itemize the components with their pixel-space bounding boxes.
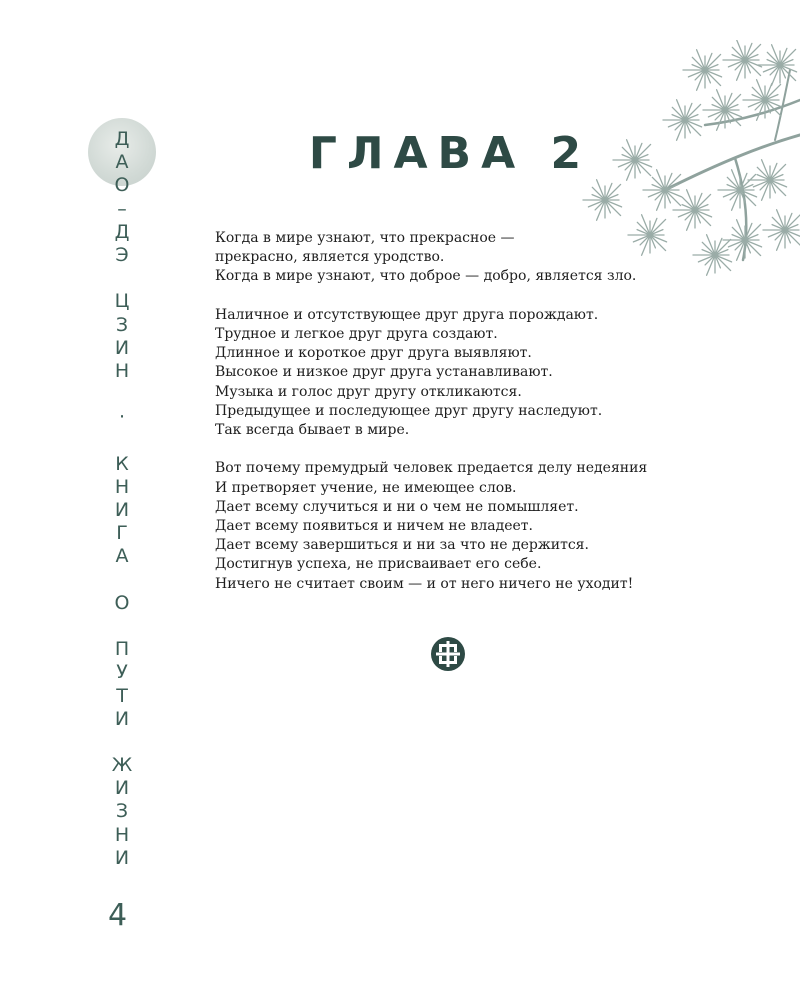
spine-letter: И	[114, 707, 130, 730]
spine-letter: У	[116, 661, 128, 684]
poem-line: И претворяет учение, не имеющее слов.	[215, 479, 517, 496]
spine-letter: А	[115, 151, 129, 174]
spine-letter: П	[114, 638, 130, 661]
spine-letter: И	[114, 846, 130, 869]
poem-line: Дает всему случиться и ни о чем не помышляет.	[215, 498, 579, 515]
chapter-title: ГЛАВА 2	[308, 128, 592, 179]
shou-emblem-icon	[430, 636, 466, 672]
spine-letter: К	[115, 452, 129, 475]
spine-letter: Ц	[114, 290, 130, 313]
poem-line: Длинное и короткое друг друга выявляют.	[215, 345, 532, 362]
poem-line: Дает всему появиться и ничем не владеет.	[215, 518, 533, 535]
spine-letter: Н	[114, 359, 130, 382]
poem-line: Высокое и низкое друг друга устанавливают.	[215, 364, 553, 381]
poem-stanza	[215, 306, 735, 440]
spine-letter: Д	[114, 128, 130, 150]
poem-line: Трудное и легкое друг друга создают.	[215, 326, 498, 342]
spine-letter: И	[114, 499, 130, 521]
spine-letter: Н	[114, 475, 130, 498]
poem-line: Достигнув успеха, не присваивает его себе.	[215, 556, 542, 573]
spine-letter: И	[114, 336, 130, 359]
poem-line: Ничего не считает своим — и от него ничего не уходит!	[215, 575, 634, 592]
spine-letter: З	[115, 313, 129, 336]
spine-letter: –	[117, 197, 127, 220]
page-number: 4	[108, 898, 128, 933]
poem-text	[215, 229, 735, 613]
poem-line: Наличное и отсутствующее друг друга порождают.	[215, 306, 599, 323]
spine-letter: О	[114, 591, 130, 614]
spine-letter: Э	[115, 243, 129, 266]
spine-letter: О	[114, 174, 130, 197]
poem-line: Вот почему премудрый человек предается делу недеяния	[215, 460, 648, 477]
spine-letter: Н	[114, 823, 130, 846]
poem-line: Дает всему завершиться и ни за что не держится.	[215, 537, 589, 554]
poem-line: Предыдущее и последующее друг другу наследуют.	[215, 402, 603, 419]
spine-letter: З	[115, 800, 129, 823]
spine-book-title	[102, 128, 142, 870]
spine-letter: И	[114, 777, 130, 800]
poem-line: Когда в мире узнают, что доброе — добро, является зло.	[215, 268, 637, 285]
spine-letter: Ж	[111, 754, 133, 777]
spine-letter: Г	[116, 522, 128, 545]
poem-stanza	[215, 459, 735, 593]
poem-line: Так всегда бывает в мире.	[215, 422, 410, 439]
spine-letter: ·	[118, 406, 126, 429]
poem-stanza	[215, 229, 735, 287]
spine-letter: А	[115, 545, 129, 568]
spine-letter: Т	[116, 684, 128, 707]
poem-line: Когда в мире узнают, что прекрасное —	[215, 230, 515, 246]
spine-letter: Д	[114, 220, 130, 243]
poem-line: Музыка и голос друг другу откликаются.	[215, 383, 522, 400]
poem-line: прекрасно, является уродство.	[215, 249, 445, 266]
